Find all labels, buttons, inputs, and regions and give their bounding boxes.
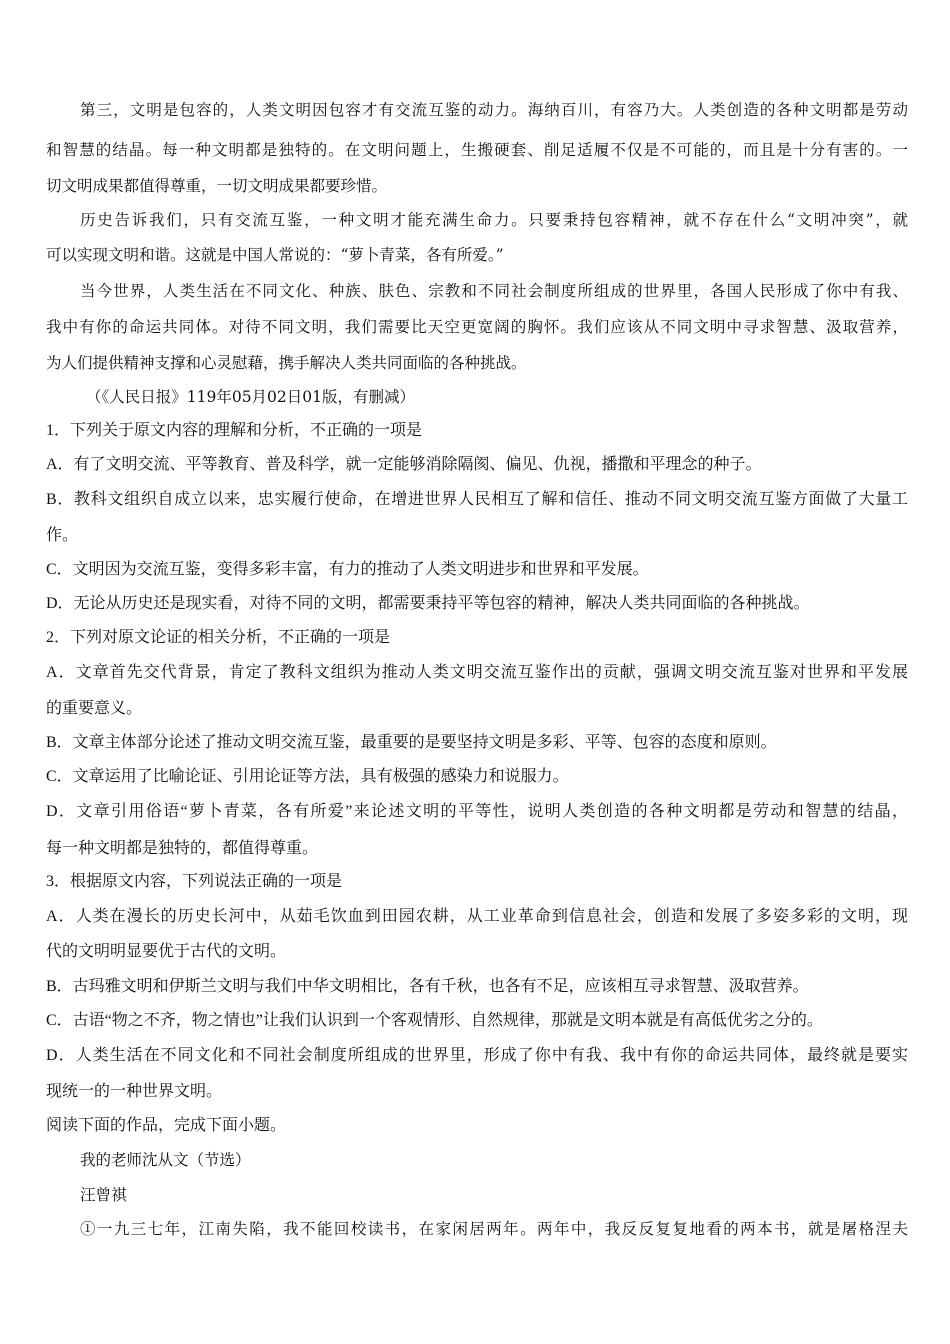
question-2-option-a[interactable]: A．文章首先交代背景，肯定了教科文组织为推动人类文明交流互鉴作出的贡献，强调文明交流互鉴对世界和平发展 bbox=[46, 664, 908, 681]
question-3-option-c[interactable]: C．古语“物之不齐，物之情也”让我们认识到一个客观情形、自然规律，那就是文明本就是有高低优劣之分的。 bbox=[46, 1012, 823, 1029]
question-1-option-b[interactable]: B．教科文组织自成立以来，忠实履行使命，在增进世界人民相互了解和信任、推动不同文明交流互鉴方面做了大量工 bbox=[46, 491, 908, 508]
question-3-option-d-cont: 现统一的一种世界文明。 bbox=[46, 1083, 223, 1100]
question-3-option-d[interactable]: D．人类生活在不同文化和不同社会制度所组成的世界里，形成了你中有我、我中有你的命运共同体，最终就是要实 bbox=[46, 1047, 908, 1064]
question-2-option-a-cont: 的重要意义。 bbox=[46, 700, 143, 717]
question-3-stem: 3．根据原文内容，下列说法正确的一项是 bbox=[46, 873, 343, 890]
article-paragraph-1: ①一九三七年，江南失陷，我不能回校读书，在家闲居两年。两年中，我反反复复地看的两本书，就是屠格涅夫 bbox=[80, 1220, 908, 1238]
question-2-option-d-cont: 每一种文明都是独特的，都值得尊重。 bbox=[46, 840, 319, 857]
passage-line: 为人们提供精神支撑和心灵慰藉，携手解决人类共同面临的各种挑战。 bbox=[46, 354, 527, 372]
passage-line: 我中有你的命运共同体。对待不同文明，我们需要比天空更宽阔的胸怀。我们应该从不同文明中寻求智慧、汲取营养， bbox=[46, 318, 908, 336]
question-2-stem: 2．下列对原文论证的相关分析，不正确的一项是 bbox=[46, 629, 391, 646]
question-1-option-c[interactable]: C．文明因为交流互鉴，变得多彩丰富，有力的推动了人类文明进步和世界和平发展。 bbox=[46, 561, 649, 578]
article-title: 我的老师沈从文（节选） bbox=[80, 1151, 251, 1169]
question-3-option-b[interactable]: B．古玛雅文明和伊斯兰文明与我们中华文明相比，各有千秋，也各有不足，应该相互寻求智慧、汲取营养。 bbox=[46, 978, 809, 995]
passage-line: 可以实现文明和谐。这就是中国人常说的：“萝卜青菜，各有所爱。” bbox=[46, 246, 504, 264]
question-2-option-c[interactable]: C．文章运用了比喻论证、引用论证等方法，具有极强的感染力和说服力。 bbox=[46, 768, 569, 785]
passage-line: 第三，文明是包容的，人类文明因包容才有交流互鉴的动力。海纳百川，有容乃大。人类创造的各种文明都是劳动 bbox=[80, 101, 908, 119]
passage-line: 和智慧的结晶。每一种文明都是独特的。在文明问题上，生搬硬套、削足适履不仅是不可能的，而且是十分有害的。一 bbox=[46, 141, 908, 159]
article-author: 汪曾祺 bbox=[80, 1186, 127, 1204]
passage-line: 当今世界，人类生活在不同文化、种族、肤色、宗教和不同社会制度所组成的世界里，各国人民形成了你中有我、 bbox=[80, 282, 908, 300]
question-2-option-d[interactable]: D．文章引用俗语“萝卜青菜，各有所爱”来论述文明的平等性，说明人类创造的各种文明都是劳动和智慧的结晶， bbox=[46, 803, 908, 820]
question-1-option-b-cont: 作。 bbox=[46, 527, 79, 544]
question-2-option-b[interactable]: B．文章主体部分论述了推动文明交流互鉴，最重要的是要坚持文明是多彩、平等、包容的态度和原则。 bbox=[46, 734, 777, 751]
question-1-option-a[interactable]: A．有了文明交流、平等教育、普及科学，就一定能够消除隔阂、偏见、仇视，播撒和平理念的种子。 bbox=[46, 456, 762, 473]
passage-line: 历史告诉我们，只有交流互鉴，一种文明才能充满生命力。只要秉持包容精神，就不存在什么“文明冲突”，就 bbox=[80, 211, 908, 229]
source-citation: （《人民日报》119年05月02日01版，有删减） bbox=[86, 388, 416, 406]
passage-line: 切文明成果都值得尊重，一切文明成果都要珍惜。 bbox=[46, 177, 388, 195]
reading-instruction: 阅读下面的作品，完成下面小题。 bbox=[46, 1117, 287, 1134]
question-3-option-a-cont: 代的文明明显要优于古代的文明。 bbox=[46, 943, 287, 960]
question-3-option-a[interactable]: A．人类在漫长的历史长河中，从茹毛饮血到田园农耕，从工业革命到信息社会，创造和发展了多姿多彩的文明，现 bbox=[46, 908, 908, 925]
question-1-option-d[interactable]: D．无论从历史还是现实看，对待不同的文明，都需要秉持平等包容的精神，解决人类共同面临的各种挑战。 bbox=[46, 595, 810, 612]
question-1-stem: 1．下列关于原文内容的理解和分析，不正确的一项是 bbox=[46, 422, 423, 439]
